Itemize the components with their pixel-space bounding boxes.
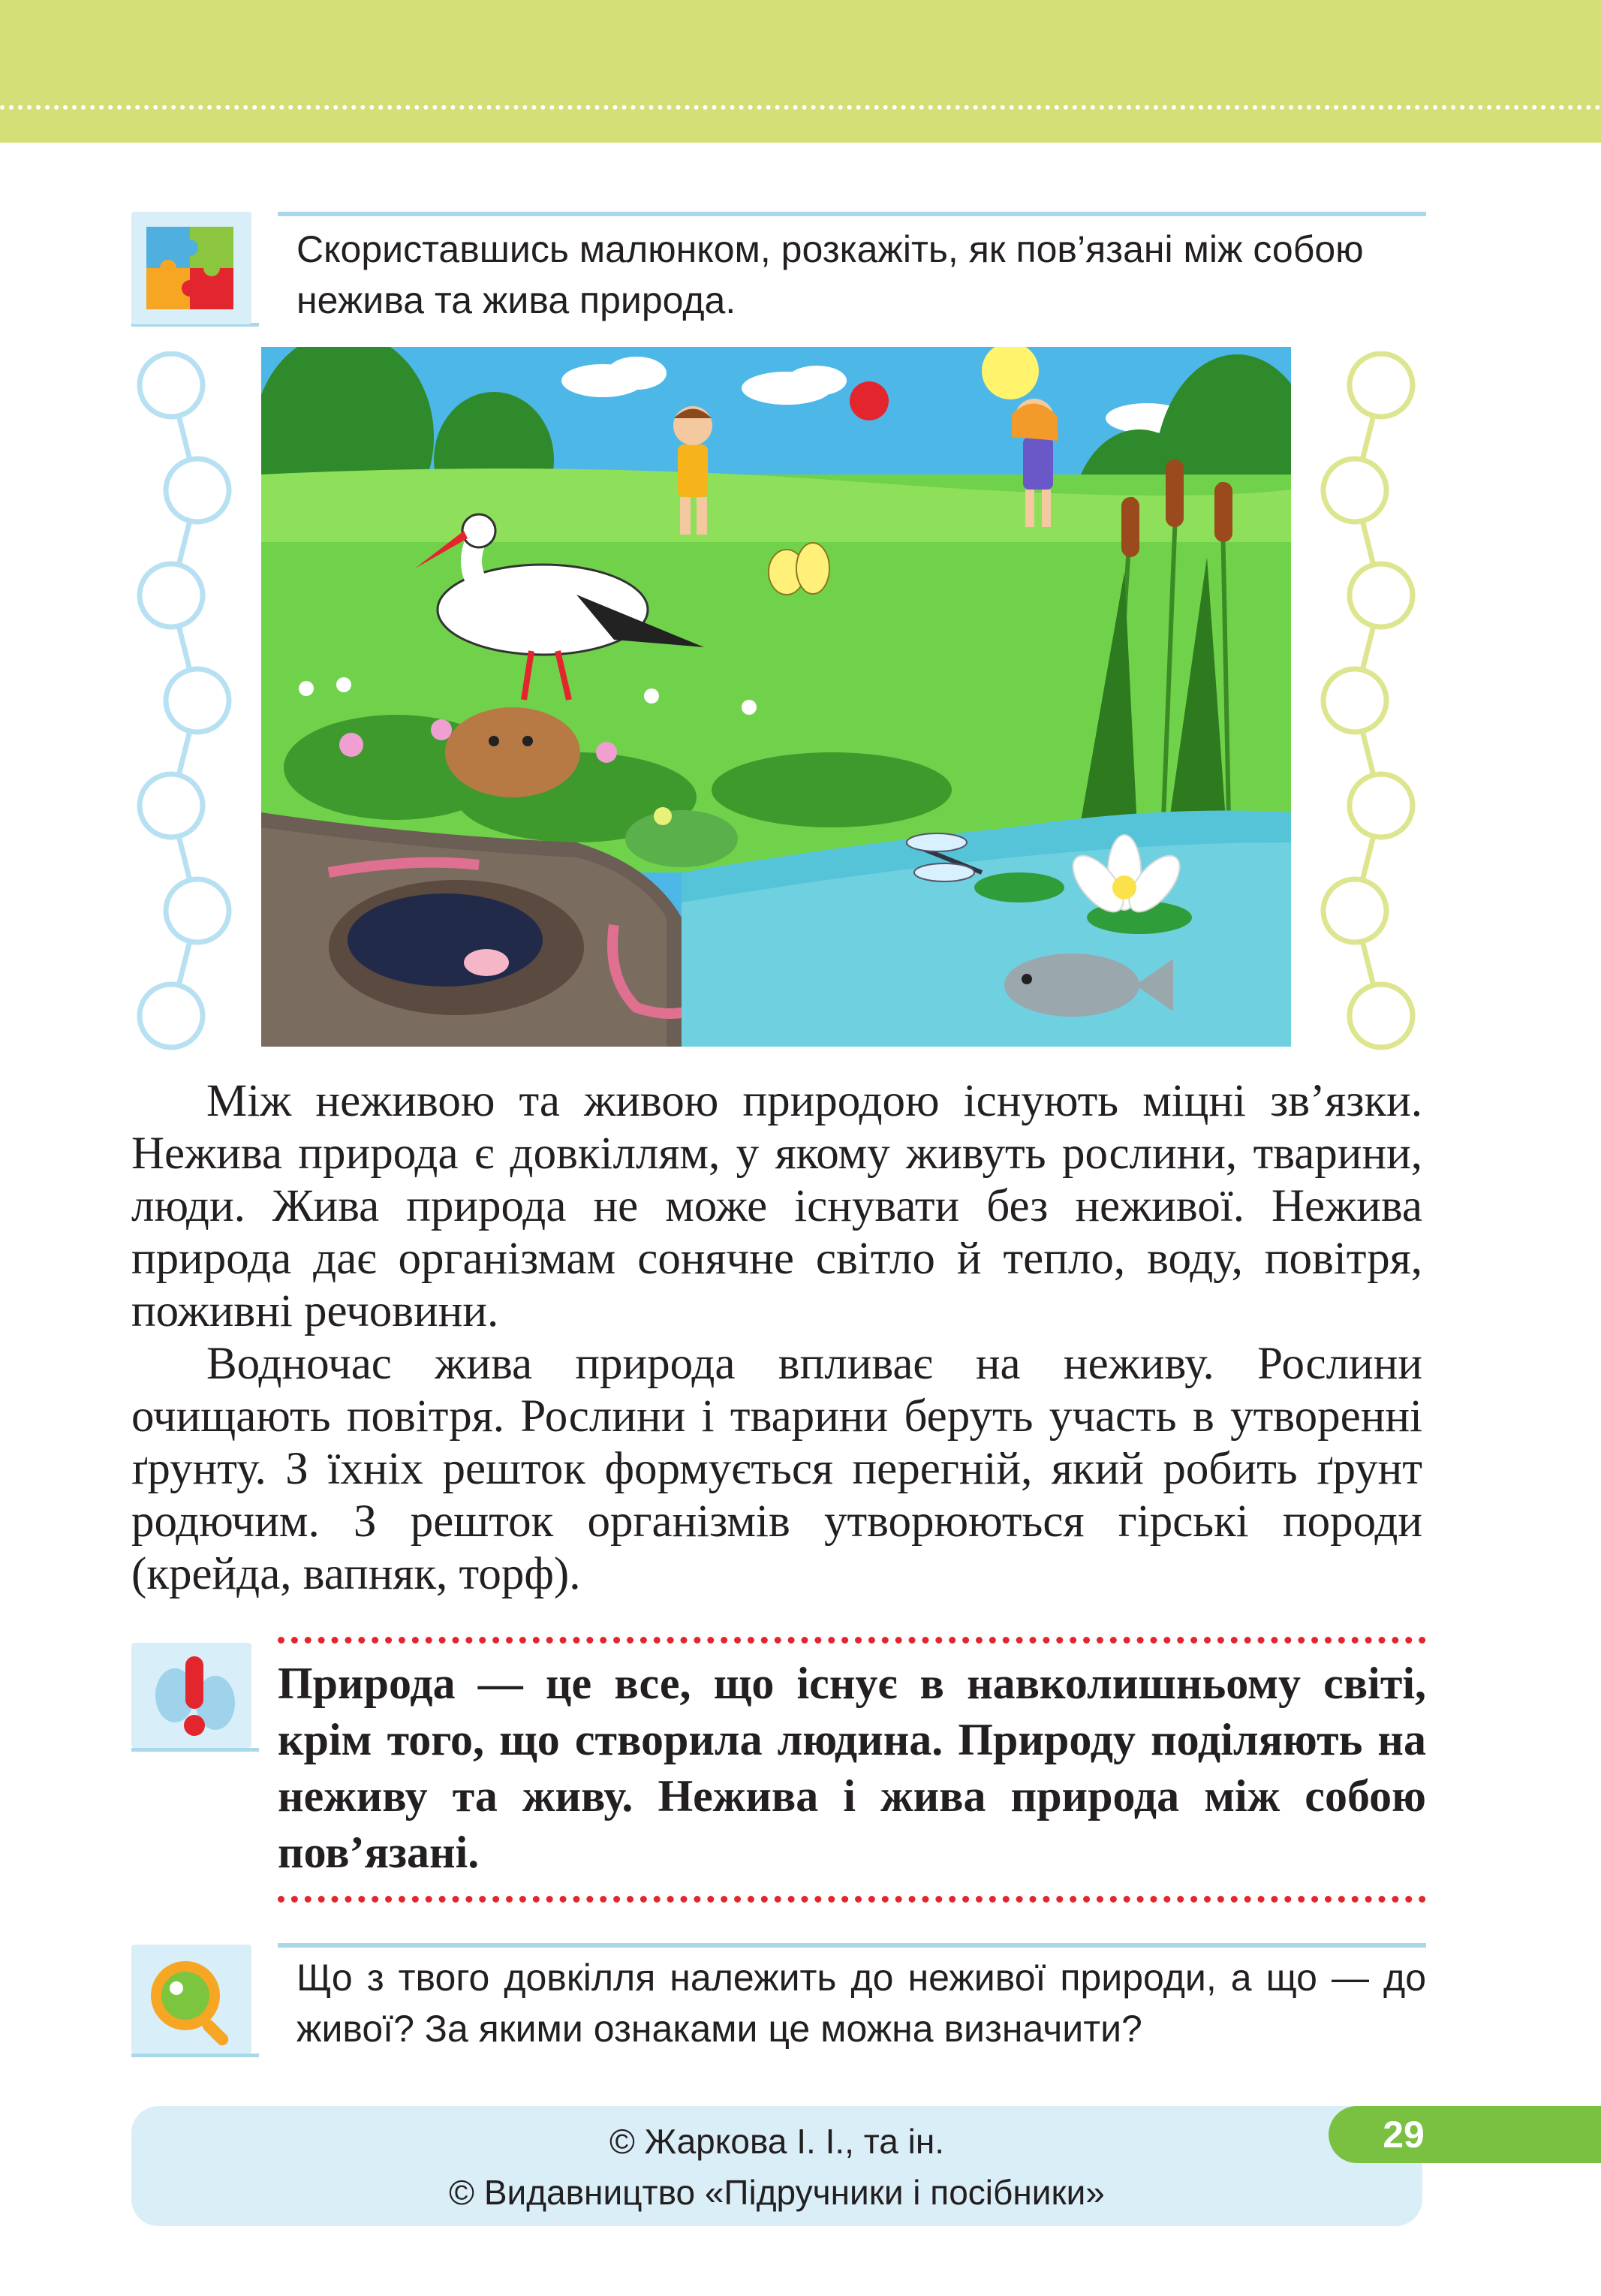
main-text: [131, 1075, 1422, 1601]
left-chain-decoration: [126, 351, 246, 1057]
definition-icon-underline: [131, 1748, 259, 1752]
question-icon-underline: [131, 2053, 259, 2057]
page-number: 29: [1383, 2114, 1425, 2156]
paragraph-1: Між неживою та живою природою існують міцні зв’язки. Нежива природа є довкіллям, у якому живуть рослини, тварини, люди. Жива природа не може існувати без неживої. Нежива природа дає організмам сонячне світло й тепло, воду, повітря, поживні речовини.: [131, 1076, 1422, 1336]
ball-icon: [850, 381, 889, 420]
nature-illustration: [261, 347, 1291, 1047]
definition-bottom-dots: [278, 1896, 1426, 1903]
footer-copyright-authors: © Жаркова І. І., та ін.: [609, 2122, 945, 2161]
magnifier-icon: [131, 1945, 251, 2053]
page-number-tab: [1329, 2106, 1601, 2163]
definition-text: Природа — це все, що існує в навколишньому світі, крім того, що створила людина. Природу поділяють на неживу та живу. Нежива і жива природа між собою пов’язані.: [278, 1659, 1426, 1877]
definition-top-dots: [278, 1637, 1426, 1644]
right-chain-decoration: [1306, 351, 1441, 1057]
task-rule: [278, 212, 1426, 216]
question-text: Що з твого довкілля належить до неживої природи, а що — до живої? За якими ознаками це можна визначити?: [296, 1957, 1426, 2050]
task-prompt: Скориставшись малюнком, розкажіть, як пов’язані між собою нежива та жива природа.: [296, 228, 1364, 321]
footer-copyright-publisher: © Видавництво «Підручники і посібники»: [449, 2173, 1105, 2212]
exclamation-icon: [131, 1643, 251, 1748]
top-band: [0, 0, 1601, 143]
top-band-dotted-line: [0, 105, 1601, 110]
puzzle-icon: [131, 212, 251, 324]
paragraph-2: Водночас жива природа впливає на неживу. Рослини очищають повітря. Рослини і тварини беруть участь в утворенні ґрунту. З їхніх решток формується перегній, який робить ґрунт родючим. З решток організмів утворюються гірські породи (крейда, вапняк, торф).: [131, 1339, 1422, 1599]
footer: [131, 2106, 1422, 2226]
question-rule: [278, 1943, 1426, 1948]
